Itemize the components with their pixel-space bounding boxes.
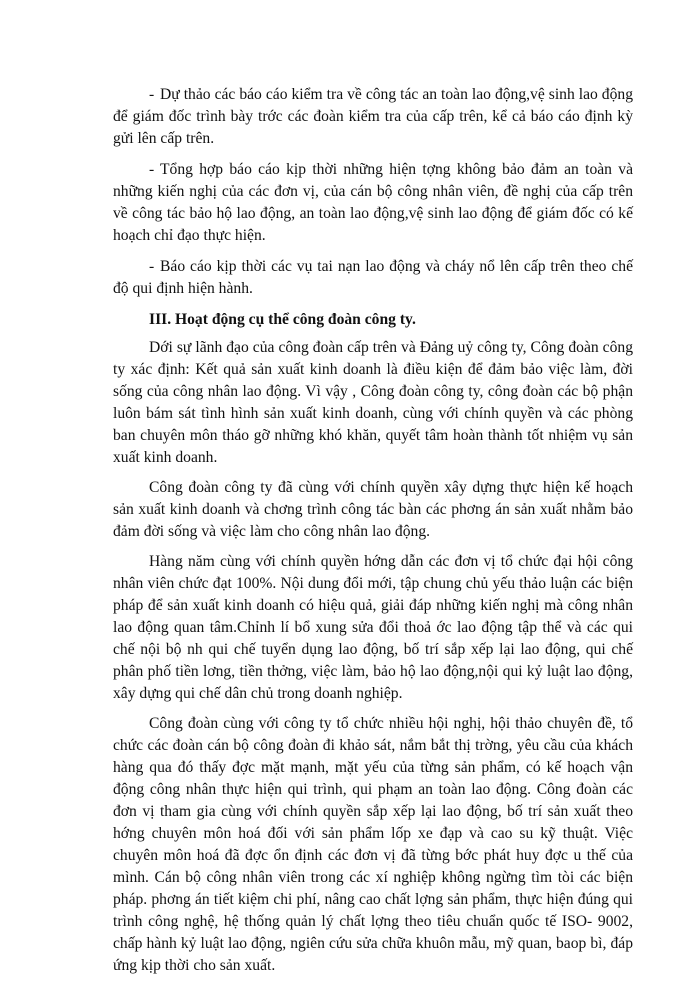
bullet-marker: - (149, 161, 155, 178)
body-paragraph: Dới sự lãnh đạo của công đoàn cấp trên và Đảng uỷ công ty, Công đoàn công ty xác định: Kết quả sản xuất kinh doanh là điều kiện để đảm bảo việc làm, đời sống của công nhân lao động. Vì vậy , Công đoàn công ty, công đoàn các bộ phận luôn bám sát tình hình sản xuất kinh doanh, cùng với chính quyền và các phòng ban chuyên môn tháo gỡ những khó khăn, quyết tâm hoàn thành tốt nhiệm vụ sản xuất kinh doanh. (113, 339, 633, 466)
body-paragraph: Hàng năm cùng với chính quyền hớng dẫn các đơn vị tổ chức đại hội công nhân viên chức đạt 100%. Nội dung đổi mới, tập chung chủ yếu thảo luận các biện pháp để sản xuất kinh doanh có hiệu quả, giải đáp những kiến nghị mà công nhân lao động quan tâm.Chỉnh lí bổ xung sửa đổi thoả ớc lao động tập thể và các qui chế nội bộ nh qui chế tuyển dụng lao động, bố trí sắp xếp lại lao động, qui chế phân phố tiền lơng, tiền thởng, việc làm, bảo hộ lao động,nội qui kỷ luật lao động, xây dựng qui chế dân chủ trong doanh nghiệp. (113, 553, 633, 702)
body-paragraph: Công đoàn cùng với công ty tổ chức nhiều hội nghị, hội thảo chuyên đề, tổ chức các đoàn cán bộ công đoàn đi khảo sát, nắm bắt thị trờng, yêu cầu của khách hàng qua đó thấy đợc mặt mạnh, mặt yếu của từng sản phẩm, có kế hoạch vận động công nhân thực hiện qui trình, qui phạm an toàn lao động. Công đoàn các đơn vị tham gia cùng với chính quyền sắp xếp lại lao động, bố trí sản xuất theo hớng chuyên môn hoá đối với sản phẩm lốp xe đạp và cao su kỹ thuật. Việc chuyên môn hoá đã đợc ổn định các đơn vị đã từng bớc phát huy đợc u thế của mình. Cán bộ công nhân viên trong các xí nghiệp không ngừng tìm tòi các biện pháp. phơng án tiết kiệm chi phí, nâng cao chất lợng sản phẩm, thực hiện đúng qui trình công nghệ, hệ thống quản lý chất lợng theo tiêu chuẩn quốc tế ISO- 9002, chấp hành kỷ luật lao động, ngiên cứu sửa chữa khuôn mẫu, mỹ quan, baop bì, đáp ứng kịp thời cho sản xuất. (113, 715, 633, 974)
bullet-item (113, 159, 633, 247)
document-body (113, 84, 633, 985)
bullet-text: Báo cáo kịp thời các vụ tai nạn lao động và cháy nổ lên cấp trên theo chế độ qui định hiện hành. (113, 258, 633, 297)
bullet-text: Dự thảo các báo cáo kiểm tra về công tác an toàn lao động,vệ sinh lao động để giám đốc trình bày trớc các đoàn kiểm tra của cấp trên, kể cả báo cáo định kỳ gửi lên cấp trên. (113, 86, 633, 147)
bullet-marker: - (149, 258, 155, 275)
bullet-marker: - (149, 86, 155, 103)
bullet-item (113, 256, 633, 300)
bullet-text: Tổng hợp báo cáo kịp thời những hiện tợng không bảo đảm an toàn và những kiến nghị của các đơn vị, của cán bộ công nhân viên, đề nghị của cấp trên về công tác bảo hộ lao động, an toàn lao động,vệ sinh lao động để giám đốc có kế hoạch chỉ đạo thực hiện. (113, 161, 633, 244)
bullet-item (113, 84, 633, 150)
body-paragraph: Công đoàn công ty đã cùng với chính quyền xây dựng thực hiện kế hoạch sản xuất kinh doanh và chơng trình công tác bàn các phơng án sản xuất nhằm bảo đảm đời sống và việc làm cho công nhân lao động. (113, 479, 633, 540)
section-heading: III. Hoạt động cụ thể công đoàn công ty. (149, 311, 416, 328)
